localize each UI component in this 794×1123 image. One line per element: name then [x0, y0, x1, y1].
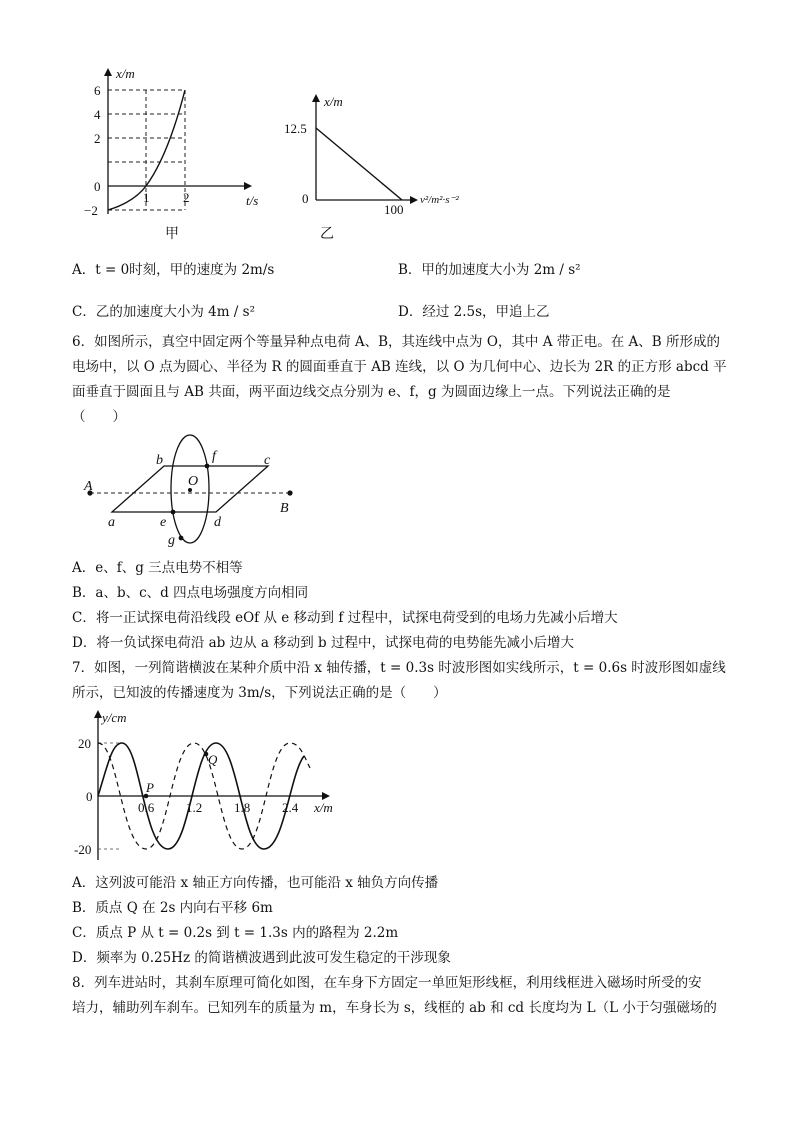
q7-x-axis-label: x/m — [314, 800, 333, 815]
q6-label-b: b — [156, 453, 163, 468]
q7-x-tick-2.4: 2.4 — [282, 800, 299, 815]
yi-origin: 0 — [302, 191, 309, 206]
yi-x-tick: 100 — [384, 202, 404, 217]
q6-label-g: g — [168, 533, 175, 548]
jia-caption: 甲 — [165, 227, 179, 242]
q6-stem-line-3: 面垂直于圆面且与 AB 共面，两平面边线交点分别为 e、f，g 为圆面边缘上一点。下列说法正确的是 — [72, 384, 671, 400]
q6-stem-line-4: （ ） — [72, 409, 126, 425]
q7-y-tick-20: 20 — [78, 736, 91, 751]
q5-option-a: A．t = 0时刻，甲的速度为 2m/s — [72, 262, 275, 278]
q7-option-b: B．质点 Q 在 2s 内向右平移 6m — [72, 900, 273, 916]
figure-q7-waveform — [72, 704, 342, 864]
q8-stem-line-2: 培力，辅助列车刹车。已知列车的质量为 m，车身长为 s，线框的 ab 和 cd 长度均为 L（L 小于匀强磁场的 — [72, 1000, 717, 1016]
jia-x-tick-2: 2 — [183, 190, 190, 205]
yi-caption: 乙 — [320, 227, 334, 242]
q7-point-P: P — [146, 780, 154, 795]
q6-label-f: f — [212, 449, 216, 464]
q6-stem-line-1: 6．如图所示，真空中固定两个等量异种点电荷 A、B，其连线中点为 O，其中 A 带正电。在 A、B 所形成的 — [72, 334, 720, 350]
figure-q6-charges — [78, 430, 308, 550]
q6-label-A: A — [84, 479, 93, 494]
q7-option-c: C．质点 P 从 t = 0.2s 到 t = 1.3s 内的路程为 2.2m — [72, 925, 399, 941]
q6-label-e: e — [160, 515, 167, 530]
jia-y-tick-2: 2 — [94, 131, 101, 146]
jia-y-tick-6: 6 — [94, 83, 101, 98]
q7-x-tick-1.8: 1.8 — [234, 800, 251, 815]
yi-y-tick: 12.5 — [284, 121, 307, 136]
figure-jia-xt-graph — [80, 64, 270, 244]
jia-y-axis-label: x/m — [116, 66, 135, 81]
q6-option-b: B．a、b、c、d 四点电场强度方向相同 — [72, 585, 309, 601]
jia-y-tick-4: 4 — [94, 107, 101, 122]
q6-label-a: a — [108, 515, 115, 530]
q7-x-tick-1.2: 1.2 — [186, 800, 203, 815]
q6-option-c: C．将一正试探电荷沿线段 eOf 从 e 移动到 f 过程中，试探电荷受到的电场力先减小后增大 — [72, 610, 618, 626]
q6-label-B: B — [280, 501, 289, 516]
q5-option-c: C．乙的加速度大小为 4m / s² — [72, 304, 255, 320]
jia-y-tick-neg2: −2 — [84, 203, 98, 218]
q7-y-tick-0: 0 — [86, 789, 93, 804]
q6-label-c: c — [264, 453, 271, 468]
figure-yi-xv2-graph — [282, 88, 482, 242]
q6-option-d: D．将一负试探电荷沿 ab 边从 a 移动到 b 过程中，试探电荷的电势能先减小后增大 — [72, 635, 574, 651]
q7-x-tick-0.6: 0.6 — [138, 800, 155, 815]
q5-option-d: D．经过 2.5s，甲追上乙 — [398, 304, 550, 320]
q5-option-b: B．甲的加速度大小为 2m / s² — [398, 262, 581, 278]
q7-option-a: A．这列波可能沿 x 轴正方向传播，也可能沿 x 轴负方向传播 — [72, 875, 439, 891]
yi-y-axis-label: x/m — [324, 94, 343, 109]
q6-stem-line-2: 电场中，以 O 点为圆心、半径为 R 的圆面垂直于 AB 连线，以 O 为几何中心、边长为 2R 的正方形 abcd 平 — [72, 359, 727, 375]
q7-option-d: D．频率为 0.25Hz 的简谐横波遇到此波可发生稳定的干涉现象 — [72, 950, 451, 966]
q7-y-axis-label: y/cm — [102, 710, 127, 725]
q7-stem-line-2: 所示，已知波的传播速度为 3m/s，下列说法正确的是（ ） — [72, 685, 447, 701]
q8-stem-line-1: 8．列车进站时，其刹车原理可简化如图，在车身下方固定一单匝矩形线框，利用线框进入磁场时所受的安 — [72, 975, 702, 991]
q7-point-Q: Q — [208, 752, 218, 767]
yi-x-axis-label: v²/m²·s⁻² — [420, 194, 459, 206]
q7-stem-line-1: 7．如图，一列简谐横波在某种介质中沿 x 轴传播，t = 0.3s 时波形图如实线所示，t = 0.6s 时波形图如虚线 — [72, 660, 726, 676]
jia-x-axis-label: t/s — [246, 193, 259, 208]
jia-y-tick-0: 0 — [94, 179, 101, 194]
q7-y-tick-neg20: -20 — [74, 842, 92, 857]
jia-x-tick-1: 1 — [143, 190, 150, 205]
q6-option-a: A．e、f、g 三点电势不相等 — [72, 560, 243, 576]
q6-label-d: d — [214, 515, 221, 530]
q6-label-O: O — [188, 474, 199, 489]
